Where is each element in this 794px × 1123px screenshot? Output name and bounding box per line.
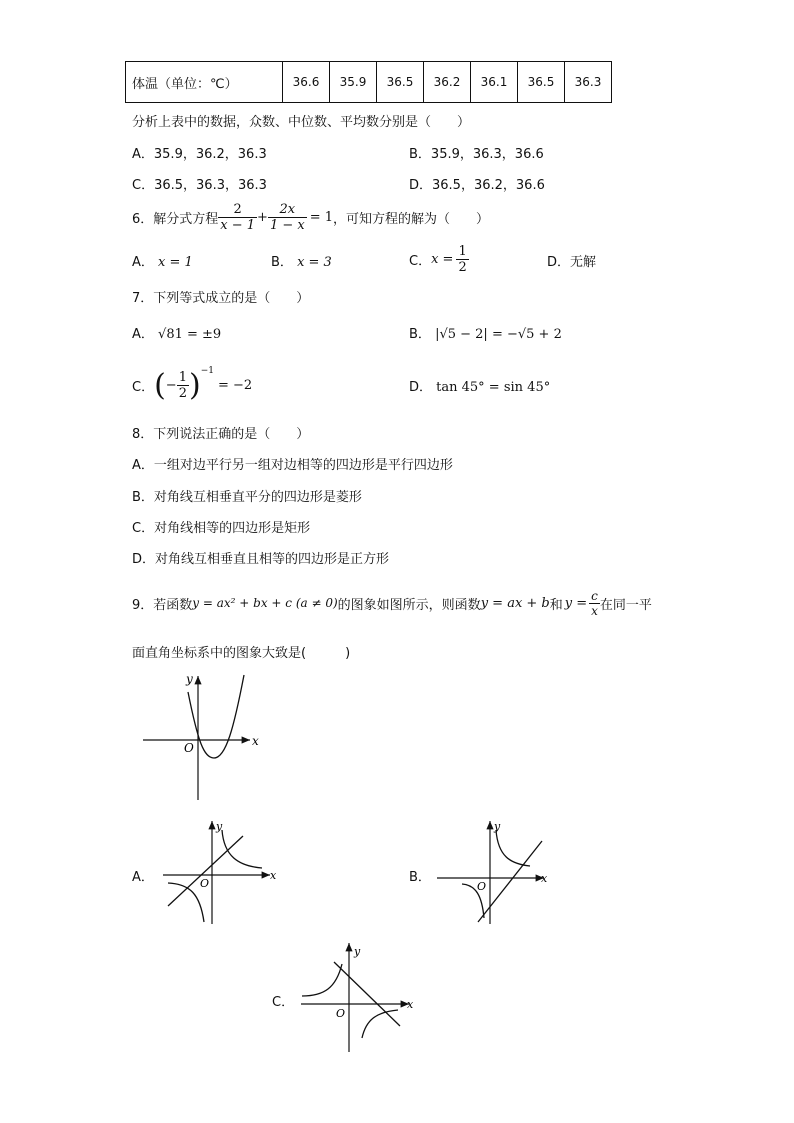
line-graph (478, 841, 542, 922)
q7-option-b (409, 323, 562, 342)
q7-option-c (132, 362, 252, 408)
hyperbola-branch-1 (222, 830, 262, 868)
table-cell: 36.3 (565, 62, 612, 103)
q9-option-b-graph (432, 818, 552, 928)
q6-option-b-math: x = 3 (297, 255, 332, 270)
q7-right-paren: ) (188, 367, 201, 403)
q6-option-a-math: x = 1 (158, 255, 193, 270)
q6-option-c (409, 238, 469, 280)
q9-stem (132, 584, 652, 622)
q9-part2: 的图象如图所示，则函数 (337, 597, 481, 613)
temperature-table (125, 61, 612, 103)
q7-option-c-label: C． (132, 379, 155, 395)
table-header-cell: 体温（单位：℃） (126, 62, 283, 103)
q6-stem (132, 197, 489, 237)
q6-fraction-1 (218, 202, 257, 233)
q9-part3: 和 (549, 597, 563, 613)
q7-option-a-label: A． (132, 327, 154, 342)
q6-option-b (271, 251, 332, 270)
q8-option-c: C．对角线相等的四边形是矩形 (132, 521, 311, 536)
q7-option-d-math: tan 45° = sin 45° (436, 380, 551, 395)
table-cell: 36.6 (283, 62, 330, 103)
q6-option-c-fraction (456, 244, 468, 275)
q9-option-c-graph (296, 940, 418, 1056)
q7-option-b-math: |√5 − 2| = −√5 + 2 (435, 327, 562, 342)
q7-option-c-fraction (177, 370, 189, 401)
q9-stem-line2: 面直角坐标系中的图象大致是( ) (132, 646, 351, 661)
origin-label: O (184, 741, 194, 755)
q9-option-b-label: B． (409, 870, 431, 885)
q7-option-c-rhs: = −2 (217, 377, 253, 393)
q6-option-a-label: A． (132, 255, 154, 270)
q6-option-a (132, 251, 193, 270)
q9-inverse-fraction (589, 589, 600, 618)
q9-option-a-label: A． (132, 870, 154, 885)
x-axis-label: x (541, 872, 548, 885)
q6-frac2-denominator: 1 − x (269, 217, 305, 233)
origin-label: O (336, 1007, 346, 1020)
q6-suffix: ，可知方程的解为（ ） (333, 211, 490, 227)
q8-option-a: A．一组对边平行另一组对边相等的四边形是平行四边形 (132, 458, 453, 473)
q7-option-c-numerator: 1 (178, 369, 187, 385)
table-cell: 36.5 (518, 62, 565, 103)
q6-prefix: 6．解分式方程 (132, 211, 219, 227)
line-graph (168, 836, 243, 906)
q9-quadratic: y = ax² + bx + c (a ≠ 0) (192, 596, 338, 610)
q7-left-paren: ( (154, 367, 166, 403)
table-row (126, 62, 612, 103)
q9-inverse-lhs: y = (564, 595, 588, 611)
q6-option-b-label: B． (271, 255, 293, 270)
q8-option-d: D．对角线互相垂直且相等的四边形是正方形 (132, 552, 390, 567)
q7-option-d-label: D． (409, 380, 433, 395)
parabola-graph (138, 672, 268, 804)
q9-inverse-numerator: c (591, 588, 598, 603)
q6-frac2-numerator: 2x (279, 201, 296, 217)
table-cell: 36.1 (471, 62, 518, 103)
q7-option-a (132, 323, 221, 342)
q6-fraction-2 (268, 202, 307, 233)
table-cell: 36.2 (424, 62, 471, 103)
q6-rhs: = 1 (309, 209, 334, 225)
q7-option-c-exponent: −1 (200, 366, 214, 376)
q7-option-d (409, 376, 550, 395)
q6-option-c-label: C． (409, 253, 432, 269)
hyperbola-branch-2 (362, 1010, 398, 1038)
y-axis-label: y (494, 820, 501, 833)
q5-option-a: A．35.9，36.2，36.3 (132, 147, 267, 162)
hyperbola-branch-1 (496, 830, 530, 866)
x-axis-label: x (407, 998, 414, 1011)
table-cell: 35.9 (330, 62, 377, 103)
x-axis-label: x (252, 734, 259, 748)
q6-option-c-lhs: x = (431, 251, 454, 267)
q9-part4: 在同一平 (599, 597, 652, 613)
x-axis-label: x (270, 869, 277, 882)
q9-part1: 9．若函数 (132, 597, 193, 613)
q6-plus: + (257, 209, 268, 225)
hyperbola-branch-1 (302, 964, 342, 996)
q5-option-d: D．36.5，36.2，36.6 (409, 178, 545, 193)
q8-stem: 8．下列说法正确的是（ ） (132, 427, 310, 442)
q9-option-c-label: C． (272, 995, 295, 1010)
q6-option-c-denominator: 2 (458, 259, 467, 275)
table-cell: 36.5 (377, 62, 424, 103)
q5-option-c: C．36.5，36.3，36.3 (132, 178, 267, 193)
y-axis-label: y (354, 945, 361, 958)
parabola-curve (188, 675, 244, 758)
q6-option-c-numerator: 1 (458, 243, 467, 259)
q9-option-a-graph (158, 818, 278, 928)
q7-option-c-denominator: 2 (178, 385, 187, 401)
q6-frac1-denominator: x − 1 (220, 217, 256, 233)
origin-label: O (200, 877, 210, 890)
q5-option-b: B．35.9，36.3，36.6 (409, 147, 544, 162)
y-axis-label: y (216, 820, 223, 833)
q7-stem: 7．下列等式成立的是（ ） (132, 291, 310, 306)
q7-option-b-label: B． (409, 327, 431, 342)
q8-option-b: B．对角线互相垂直平分的四边形是菱形 (132, 490, 362, 505)
q9-linear: y = ax + b (480, 595, 550, 611)
origin-label: O (477, 880, 487, 893)
q7-minus-sign: − (165, 377, 177, 393)
q9-inverse-denominator: x (591, 603, 598, 618)
q6-frac1-numerator: 2 (233, 201, 242, 217)
q6-option-d: D．无解 (547, 255, 597, 270)
q5-stem: 分析上表中的数据，众数、中位数、平均数分别是（ ） (132, 115, 471, 130)
y-axis-label: y (186, 672, 193, 686)
q7-option-a-math: √81 = ±9 (158, 327, 222, 342)
